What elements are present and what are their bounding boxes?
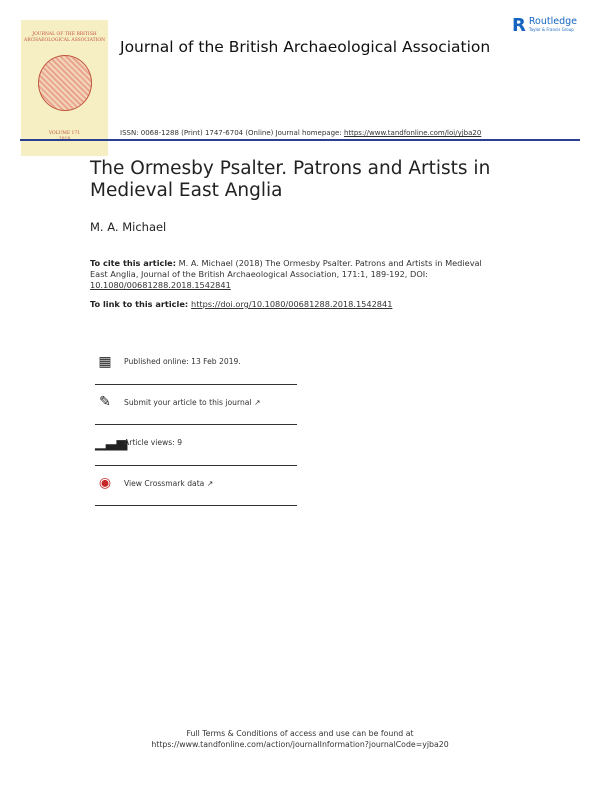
crossmark-item[interactable] xyxy=(95,466,297,507)
link-label: To link to this article: xyxy=(90,299,191,309)
article-url-link[interactable]: https://doi.org/10.1080/00681288.2018.1542841 xyxy=(191,299,393,309)
journal-cover-image xyxy=(21,20,108,156)
item-label: Published online: 13 Feb 2019. xyxy=(124,357,241,367)
cite-text: M. A. Michael (2018) The Ormesby Psalter. Patrons and Artists in Medieval East Anglia, Journal of the British Archaeological Association, 171:1, 189-192, DOI: xyxy=(90,258,482,279)
calendar-icon: ▦ xyxy=(98,353,112,370)
article-title: The Ormesby Psalter. Patrons and Artists in Medieval East Anglia xyxy=(90,158,491,201)
item-label: View Crossmark data xyxy=(124,478,205,488)
cite-label: To cite this article: xyxy=(90,258,176,268)
citation xyxy=(90,258,490,291)
cover-journal-name: JOURNAL OF THE BRITISH ARCHAEOLOGICAL ASSOCIATION xyxy=(23,32,106,43)
item-label: Article views: 9 xyxy=(124,438,183,448)
issn-line xyxy=(120,129,481,137)
submit-article-item[interactable] xyxy=(95,385,297,426)
issn-text: ISSN: 0068-1288 (Print) 1747-6704 (Online) Journal homepage: xyxy=(120,129,344,137)
footer xyxy=(0,728,600,750)
routledge-logo[interactable] xyxy=(512,17,577,35)
crossmark-icon: ◉ xyxy=(98,475,112,492)
journal-title: Journal of the British Archaeological Association xyxy=(120,38,491,56)
article-author: M. A. Michael xyxy=(90,220,167,234)
external-link-icon: ↗ xyxy=(206,478,214,488)
publisher-name: Routledge xyxy=(528,16,577,27)
footer-url[interactable]: https://www.tandfonline.com/action/journalInformation?journalCode=yjba20 xyxy=(151,740,449,749)
header-divider xyxy=(20,139,580,141)
published-online-item xyxy=(95,344,297,385)
edit-icon: ✎ xyxy=(99,394,111,411)
journal-homepage-link[interactable]: https://www.tandfonline.com/loi/yjba20 xyxy=(343,129,482,137)
cover-seal-illustration xyxy=(38,55,92,111)
article-info-list xyxy=(95,344,297,506)
article-views-item xyxy=(95,425,297,466)
routledge-r-icon: R xyxy=(512,15,526,36)
external-link-icon: ↗ xyxy=(253,397,261,407)
item-label: Submit your article to this journal xyxy=(124,397,252,407)
footer-terms: Full Terms & Conditions of access and use can be found at xyxy=(186,729,414,738)
cover-volume: VOLUME 171 xyxy=(48,131,81,136)
publisher-tagline: Taylor & Francis Group xyxy=(528,27,574,32)
bar-chart-icon: ▁▃▅ xyxy=(95,434,128,451)
doi-link[interactable]: 10.1080/00681288.2018.1542841 xyxy=(90,280,231,290)
article-link xyxy=(90,299,392,309)
